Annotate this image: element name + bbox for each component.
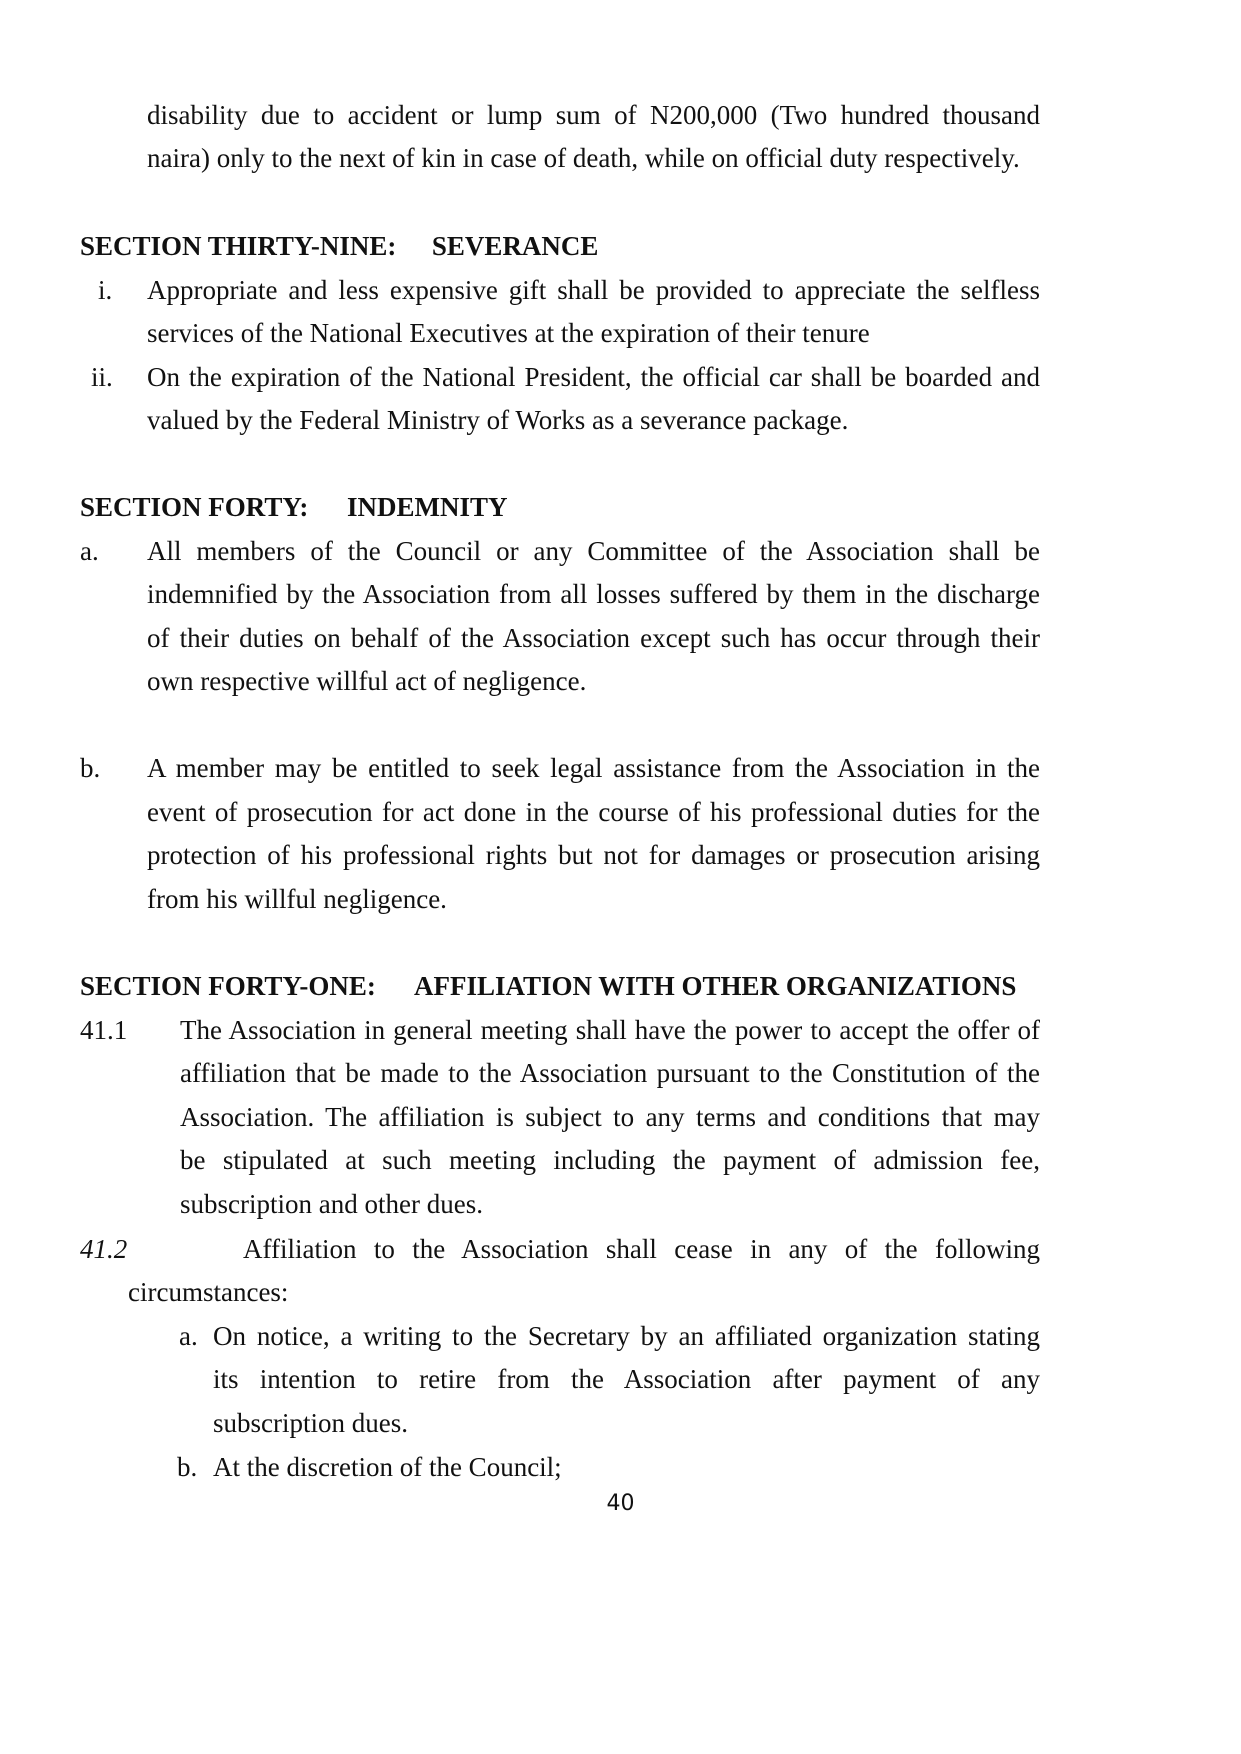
section-39-item-ii-line-1: On the expiration of the National President, the official car shall be boarded and xyxy=(147,362,1040,392)
section-40-item-b-marker: b. xyxy=(80,753,101,783)
clause-41-2-sub-a-line-3: subscription dues. xyxy=(213,1408,408,1438)
clause-41-1-line-4: be stipulated at such meeting including the payment of admission fee, xyxy=(180,1145,1040,1175)
section-40-item-a-line-2: indemnified by the Association from all losses suffered by them in the discharge xyxy=(147,579,1040,609)
section-39-item-ii-line-2: valued by the Federal Ministry of Works as a severance package. xyxy=(147,405,849,435)
section-40-heading xyxy=(80,490,308,524)
clause-41-2-sub-a-line-1: On notice, a writing to the Secretary by an affiliated organization stating xyxy=(213,1321,1040,1351)
section-39-item-i-line-2: services of the National Executives at the expiration of their tenure xyxy=(147,318,870,348)
clause-41-1-line-1: The Association in general meeting shall have the power to accept the offer of xyxy=(180,1015,1040,1045)
clause-41-2-sub-b-marker: b. xyxy=(177,1452,198,1482)
section-41-number: SECTION FORTY-ONE: xyxy=(80,971,376,1001)
section-39-item-i-line-1: Appropriate and less expensive gift shall be provided to appreciate the selfless xyxy=(147,275,1040,305)
section-40-item-a-marker: a. xyxy=(80,536,99,566)
section-40-item-a-line-3: of their duties on behalf of the Association except such has occur through their xyxy=(147,623,1040,653)
section-40-item-b-line-4: from his willful negligence. xyxy=(147,884,447,914)
section-40-number: SECTION FORTY: xyxy=(80,492,309,522)
section-39-number: SECTION THIRTY-NINE: xyxy=(80,231,397,261)
clause-41-2-sub-a-line-2: its intention to retire from the Association after payment of any xyxy=(213,1364,1040,1394)
clause-41-2-line-2: circumstances: xyxy=(128,1277,289,1307)
clause-41-1-line-3: Association. The affiliation is subject to any terms and conditions that may xyxy=(180,1102,1040,1132)
section-39-heading xyxy=(80,229,598,263)
intro-line-1: disability due to accident or lump sum of N200,000 (Two hundred thousand xyxy=(147,100,1040,130)
section-39-title: SEVERANCE xyxy=(431,231,599,261)
section-39-item-i-marker: i. xyxy=(98,275,113,305)
clause-41-2-line-1: Affiliation to the Association shall cease in any of the following xyxy=(243,1234,1040,1264)
clause-41-1-marker: 41.1 xyxy=(80,1015,128,1045)
page-number: 40 xyxy=(606,1491,635,1516)
clause-41-2-sub-a-marker: a. xyxy=(179,1321,198,1351)
section-40-item-a-line-4: own respective willful act of negligence. xyxy=(147,666,587,696)
section-40-item-b-line-3: protection of his professional rights but not for damages or prosecution arising xyxy=(147,840,1040,870)
section-41-title: AFFILIATION WITH OTHER ORGANIZATIONS xyxy=(414,971,1017,1001)
section-40-item-b-line-2: event of prosecution for act done in the course of his professional duties for the xyxy=(147,797,1040,827)
intro-line-2: naira) only to the next of kin in case of death, while on official duty respectively. xyxy=(147,143,1020,173)
section-39-item-ii-marker: ii. xyxy=(91,362,113,392)
clause-41-2-marker: 41.2 xyxy=(80,1234,128,1264)
section-40-item-a-line-1: All members of the Council or any Committee of the Association shall be xyxy=(147,536,1040,566)
clause-41-2-sub-b-line-1: At the discretion of the Council; xyxy=(213,1452,562,1482)
section-40-title: INDEMNITY xyxy=(347,492,508,522)
clause-41-1-line-2: affiliation that be made to the Association pursuant to the Constitution of the xyxy=(180,1058,1040,1088)
clause-41-1-line-5: subscription and other dues. xyxy=(180,1189,483,1219)
section-40-item-b-line-1: A member may be entitled to seek legal assistance from the Association in the xyxy=(147,753,1040,783)
